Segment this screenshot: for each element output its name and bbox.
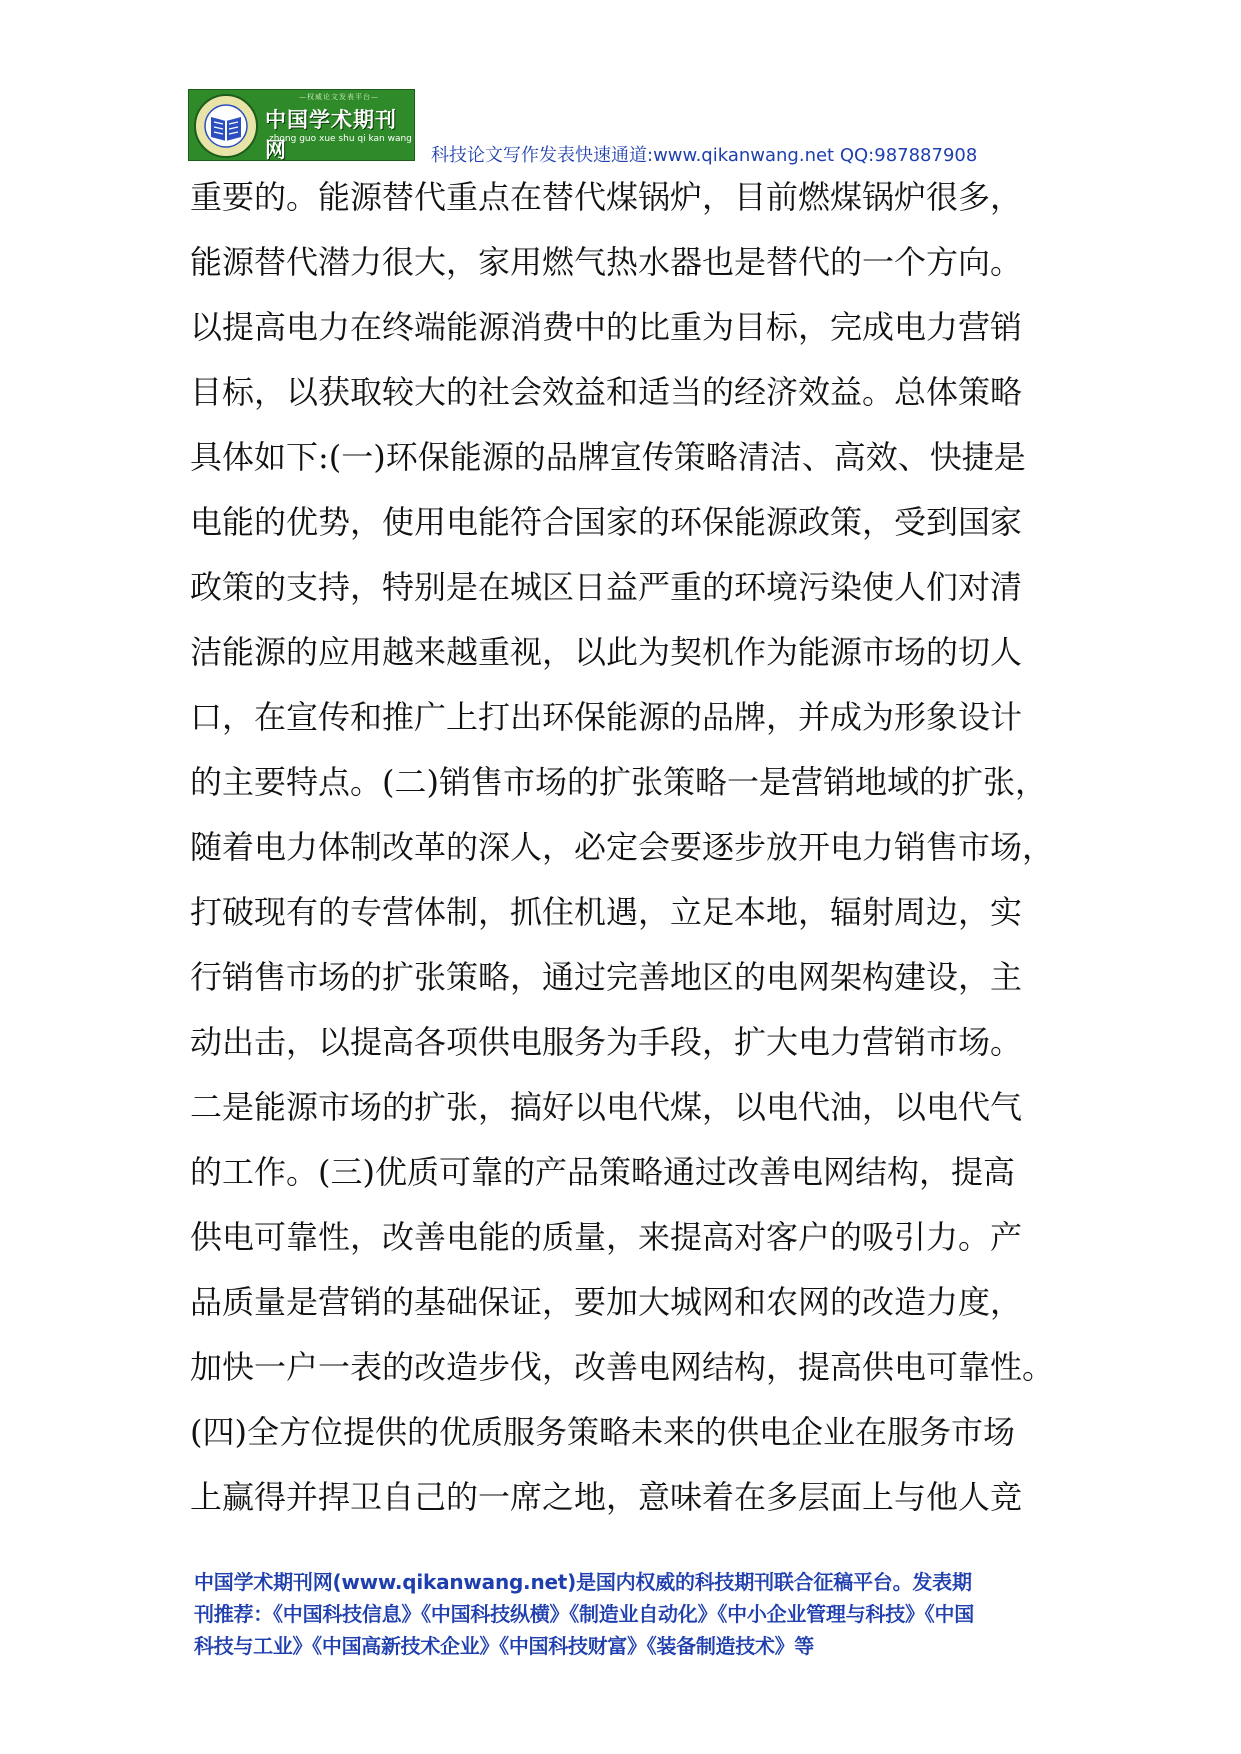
body-line: 随着电力体制改革的深人，必定会要逐步放开电力销售市场，	[190, 828, 1055, 866]
body-line: 供电可靠性，改善电能的质量，来提高对客户的吸引力。产	[190, 1218, 1023, 1256]
body-line: 上赢得并捍卫自己的一席之地，意味着在多层面上与他人竞	[190, 1478, 1023, 1516]
body-line: 洁能源的应用越来越重视，以此为契机作为能源市场的切人	[190, 633, 1023, 671]
body-line: 动出击，以提高各项供电服务为手段，扩大电力营销市场。	[190, 1023, 1023, 1061]
body-line: 能源替代潜力很大，家用燃气热水器也是替代的一个方向。	[190, 243, 1023, 281]
body-line: 电能的优势，使用电能符合国家的环保能源政策，受到国家	[190, 503, 1023, 541]
body-line: 行销售市场的扩张策略，通过完善地区的电网架构建设，主	[190, 958, 1023, 996]
footer-line: 科技与工业》《中国高新技术企业》《中国科技财富》《装备制造技术》等	[194, 1634, 814, 1658]
footer-line: 刊推荐：《中国科技信息》《中国科技纵横》《制造业自动化》《中小企业管理与科技》《中国	[194, 1602, 974, 1626]
logo-tagline: —权威论文发表平台—	[299, 93, 379, 101]
site-logo[interactable]	[188, 89, 415, 161]
body-line: 打破现有的专营体制，抓住机遇，立足本地，辐射周边，实	[190, 893, 1023, 931]
body-line: 目标，以获取较大的社会效益和适当的经济效益。总体策略	[190, 373, 1023, 411]
header-link[interactable]: 科技论文写作发表快速通道:www.qikanwang.net QQ:987887908	[431, 145, 978, 166]
body-line: 政策的支持，特别是在城区日益严重的环境污染使人们对清	[190, 568, 1023, 606]
body-line: 以提高电力在终端能源消费中的比重为目标，完成电力营销	[190, 308, 1023, 346]
body-line: 口，在宣传和推广上打出环保能源的品牌，并成为形象设计	[190, 698, 1023, 736]
page-footer	[194, 1566, 1064, 1662]
body-line: 二是能源市场的扩张，搞好以电代煤，以电代油，以电代气	[190, 1088, 1023, 1126]
page-header	[188, 89, 1058, 166]
body-line: 具体如下:(一)环保能源的品牌宣传策略清洁、高效、快捷是	[190, 438, 1026, 476]
logo-name: 中国学术期刊网	[265, 108, 397, 162]
body-line: 的主要特点。(二)销售市场的扩张策略一是营销地域的扩张，	[190, 763, 1047, 801]
body-line: 的工作。(三)优质可靠的产品策略通过改善电网结构，提高	[190, 1153, 1015, 1191]
body-line: 品质量是营销的基础保证，要加大城网和农网的改造力度，	[190, 1283, 1023, 1321]
body-line: (四)全方位提供的优质服务策略未来的供电企业在服务市场	[190, 1413, 1015, 1451]
body-line: 加快一户一表的改造步伐，改善电网结构，提高供电可靠性。	[190, 1348, 1055, 1386]
article-body	[190, 165, 1060, 1530]
book-emblem-icon	[193, 93, 259, 159]
body-line: 重要的。能源替代重点在替代煤锅炉，目前燃煤锅炉很多，	[190, 178, 1023, 216]
footer-line: 中国学术期刊网(www.qikanwang.net)是国内权威的科技期刊联合征稿平台。发表期	[194, 1570, 972, 1594]
logo-pinyin: zhong guo xue shu qi kan wang	[269, 134, 412, 144]
